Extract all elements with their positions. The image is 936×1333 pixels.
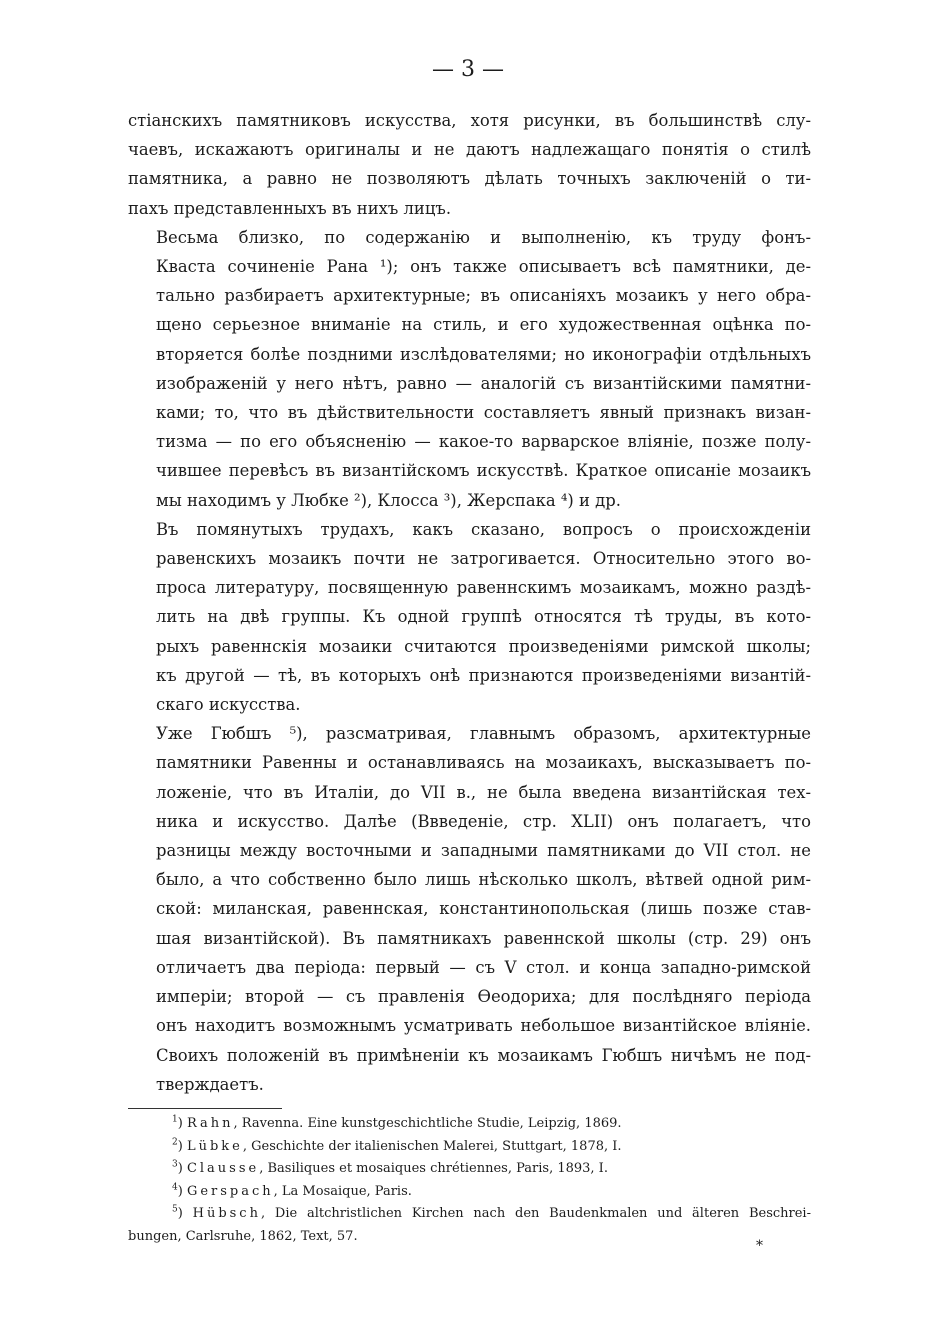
footnote-marker: 1 xyxy=(172,1114,178,1125)
text-line: шая византійской). Въ памятникахъ равеннской школы (стр. 29) онъ xyxy=(156,928,811,948)
text-line: изображеній у него нѣтъ, равно — аналогій съ византійскими памятни- xyxy=(156,373,811,393)
text-line: равенскихъ мозаикъ почти не затрогивается. Относительно этого во- xyxy=(156,549,811,569)
text-line: стіанскихъ памятниковъ искусства, хотя рисунки, въ большинствѣ слу- xyxy=(128,111,811,130)
text-line: ника и искусство. Далѣе (Ввведеніе, стр. XLII) онъ полагаетъ, что xyxy=(156,811,811,831)
text-line: пахъ представленныхъ въ нихъ лицъ. xyxy=(128,198,452,218)
text-line: рыхъ равеннскія мозаики считаются произведеніями римской школы; xyxy=(156,636,811,656)
footnote-author: Rahn xyxy=(186,1116,234,1131)
footnote-marker: 2 xyxy=(172,1137,178,1148)
footnotes xyxy=(128,1113,811,1248)
footnote-text: , La Mosaique, Paris. xyxy=(273,1183,412,1199)
page-number: — 3 — xyxy=(432,57,504,82)
text-line: разницы между восточными и западными памятниками до VII стол. не xyxy=(156,841,811,861)
footnote-text: , Ravenna. Eine kunstgeschichtliche Studie, Leipzig, 1869. xyxy=(233,1116,622,1131)
asterisk-mark: * xyxy=(756,1238,763,1254)
paragraph-2 xyxy=(128,223,811,515)
text-line: мы находимъ у Любке ²), Клосса ³), Жерспака ⁴) и др. xyxy=(156,490,621,510)
footnote-divider xyxy=(128,1108,282,1109)
text-line: Весьма близко, по содержанію и выполненію, къ труду фонъ- xyxy=(156,227,811,247)
text-line: отличаетъ два періода: первый — съ V стол. и конца западно-римской xyxy=(156,957,811,977)
footnote-text: , Die altchristlichen Kirchen nach den Baudenkmalen und älteren Beschrei- xyxy=(260,1206,811,1221)
main-text xyxy=(128,106,811,1099)
paragraph-4 xyxy=(128,719,811,1099)
paragraph-1 xyxy=(128,106,811,223)
text-line: ками; то, что въ дѣйствительности составляетъ явный признакъ визан- xyxy=(156,403,811,423)
footnote-5: $^5$) Hübsch, Die altchristlichen Kirchen nach den Baudenkmalen und älteren Beschrei- xyxy=(172,1204,811,1221)
footnote-1: $^1$) Rahn, Ravenna. Eine kunstgeschichtliche Studie, Leipzig, 1869. xyxy=(172,1114,622,1131)
text-line: онъ находитъ возможнымъ усматривать небольшое византійское вліяніе. xyxy=(156,1016,811,1036)
footnote-text: , Basiliques et mosaiques chrétiennes, Paris, 1893, I. xyxy=(259,1161,608,1176)
text-line: чившее перевѣсъ въ византійскомъ искусствѣ. Краткое описаніе мозаикъ xyxy=(156,461,811,481)
text-line: къ другой — тѣ, въ которыхъ онѣ признаются произведеніями византій- xyxy=(156,665,811,685)
footnote-4: $^4$) Gerspach, La Mosaique, Paris. xyxy=(172,1182,412,1199)
text-line: ской: миланская, равеннская, константинопольская (лишь позже став- xyxy=(156,899,811,919)
text-line: памятники Равенны и останавливаясь на мозаикахъ, высказываетъ по- xyxy=(156,753,811,773)
text-line: чаевъ, искажаютъ оригиналы и не даютъ надлежащаго понятія о стилѣ xyxy=(128,140,811,160)
text-line: тизма — по его объясненію — какое-то варварское вліяніе, позже полу- xyxy=(156,432,811,452)
text-line: Своихъ положеній въ примѣненіи къ мозаикамъ Гюбшъ ничѣмъ не под- xyxy=(156,1045,811,1065)
footnote-3: $^3$) Clausse, Basiliques et mosaiques chrétiennes, Paris, 1893, I. xyxy=(172,1159,608,1176)
text-line: ложеніе, что въ Италіи, до VII в., не была введена византійская тех- xyxy=(156,782,811,802)
text-line: вторяется болѣе поздними изслѣдователями; но иконографіи отдѣльныхъ xyxy=(156,344,811,364)
text-line: скаго искусства. xyxy=(156,695,301,715)
footnote-text: , Geschichte der italienischen Malerei, Stuttgart, 1878, I. xyxy=(242,1138,622,1154)
footnote-author: Clausse xyxy=(186,1161,260,1176)
text-line: имперіи; второй — съ правленія Ѳеодориха; для послѣдняго періода xyxy=(156,987,811,1007)
text-line: памятника, а равно не позволяютъ дѣлать точныхъ заключеній о ти- xyxy=(128,169,811,189)
text-line: Уже Гюбшъ ⁵), разсматривая, главнымъ образомъ, архитектурные xyxy=(156,724,811,744)
text-line: лить на двѣ группы. Къ одной группѣ относятся тѣ труды, въ кото- xyxy=(156,607,811,627)
text-line: щено серьезное вниманіе на стиль, и его художественная оцѣнка по- xyxy=(156,315,811,335)
footnote-author: Gerspach xyxy=(186,1183,274,1199)
footnote-marker: 4 xyxy=(172,1182,178,1193)
text-line: тально разбираетъ архитектурные; въ описаніяхъ мозаикъ у него обра- xyxy=(156,286,811,306)
footnote-2: $^2$) Lübke, Geschichte der italienischen Malerei, Stuttgart, 1878, I. xyxy=(172,1137,622,1154)
footnote-5-continuation: bungen, Carlsruhe, 1862, Text, 57. xyxy=(128,1228,358,1244)
footnote-author: Lübke xyxy=(186,1138,243,1154)
footnote-marker: 5 xyxy=(172,1204,178,1215)
text-line: проса литературу, посвященную равеннскимъ мозаикамъ, можно раздѣ- xyxy=(156,578,811,598)
paragraph-3 xyxy=(128,515,811,719)
text-line: тверждаетъ. xyxy=(156,1074,264,1094)
text-line: Въ помянутыхъ трудахъ, какъ сказано, вопросъ о происхожденіи xyxy=(156,519,811,539)
footnote-author: Hübsch xyxy=(192,1206,261,1221)
footnote-marker: 3 xyxy=(172,1159,178,1170)
text-line: Кваста сочиненіе Рана ¹); онъ также описываетъ всѣ памятники, де- xyxy=(156,257,811,277)
text-line: было, а что собственно было лишь нѣсколько школъ, вѣтвей одной рим- xyxy=(156,870,811,890)
